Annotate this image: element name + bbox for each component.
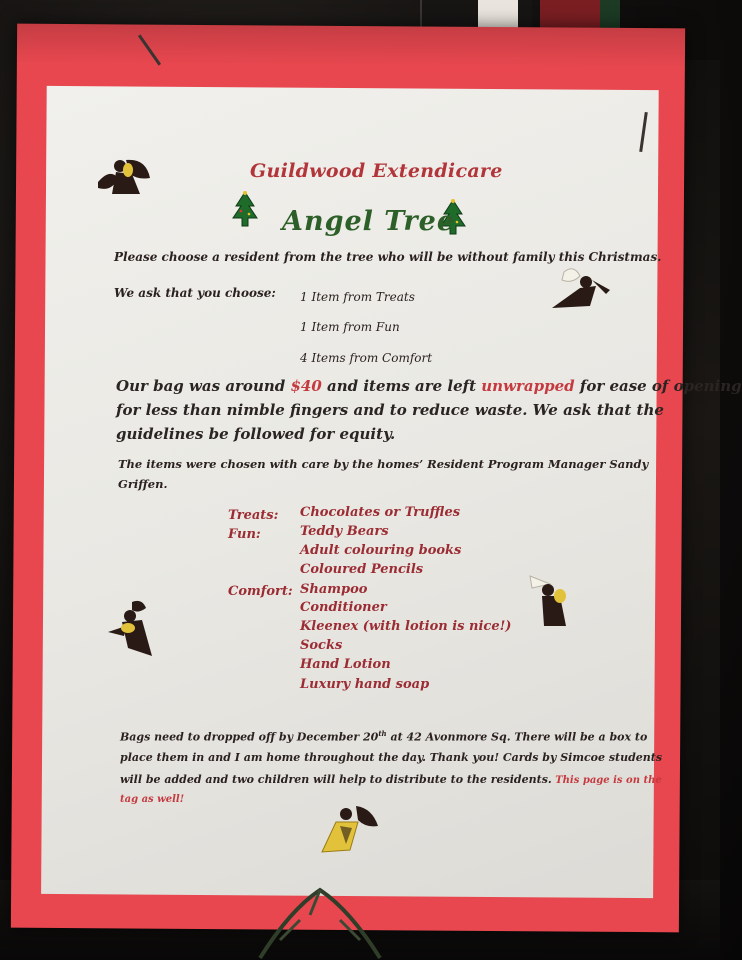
category-label: Fun: (228, 527, 261, 542)
page-title: Guildwood Extendicare (250, 160, 503, 182)
text-span: Our bag was around (116, 377, 291, 395)
text-span: and items are left (321, 377, 482, 395)
bag-paragraph-line: for less than nimble fingers and to reduce waste. We ask that the (116, 401, 664, 419)
category-label: Treats: (228, 508, 279, 523)
category-item: Socks (300, 638, 343, 653)
category-item: Kleenex (with lotion is nice!) (300, 619, 512, 634)
bag-amount: $40 (290, 377, 322, 395)
page-tag-note: This page is on the (551, 775, 662, 786)
page-tag-note: tag as well! (120, 794, 185, 805)
chosen-note-line: Griffen. (118, 477, 168, 491)
christmas-tree-icon (230, 190, 260, 230)
text-span: for ease of opening (574, 377, 742, 395)
bag-paragraph-line (116, 377, 742, 395)
text-span: Bags need to dropped off by December 20 (120, 730, 379, 744)
category-item: Hand Lotion (300, 657, 391, 672)
ask-item: 1 Item from Fun (300, 320, 400, 334)
intro-text: Please choose a resident from the tree who will be without family this Christmas. (114, 250, 662, 264)
dropoff-line (120, 729, 647, 744)
angel-icon (544, 262, 614, 317)
category-label: Comfort: (228, 584, 293, 599)
pine-branch (250, 870, 390, 960)
category-item: Coloured Pencils (300, 562, 424, 577)
ask-item: 4 Items from Comfort (300, 351, 433, 365)
chosen-note-line: The items were chosen with care by the homes’ Resident Program Manager Sandy (118, 457, 649, 471)
unwrapped-word: unwrapped (481, 377, 575, 395)
category-item: Teddy Bears (300, 524, 389, 539)
category-item: Shampoo (300, 582, 368, 597)
category-item: Adult colouring books (300, 543, 462, 558)
text-span: will be added and two children will help to distribute to the residents. (120, 773, 552, 786)
ask-item: 1 Item from Treats (300, 290, 415, 304)
angel-icon (88, 148, 158, 203)
dropoff-line (120, 773, 662, 786)
category-item: Conditioner (300, 600, 387, 615)
text-span: at 42 Avonmore Sq. There will be a box to (386, 730, 648, 744)
category-item: Luxury hand soap (300, 677, 430, 692)
page-subtitle: Angel Tree (282, 206, 456, 237)
dropoff-line: place them in and I am home throughout the day. Thank you! Cards by Simcoe students (120, 751, 663, 764)
bag-paragraph-line: guidelines be followed for equity. (116, 425, 396, 443)
text-span: th (378, 729, 387, 738)
angel-icon (520, 570, 590, 625)
angel-icon (316, 800, 386, 855)
angel-icon (102, 598, 172, 653)
category-item: Chocolates or Truffles (300, 505, 461, 520)
ask-label: We ask that you choose: (114, 286, 276, 300)
